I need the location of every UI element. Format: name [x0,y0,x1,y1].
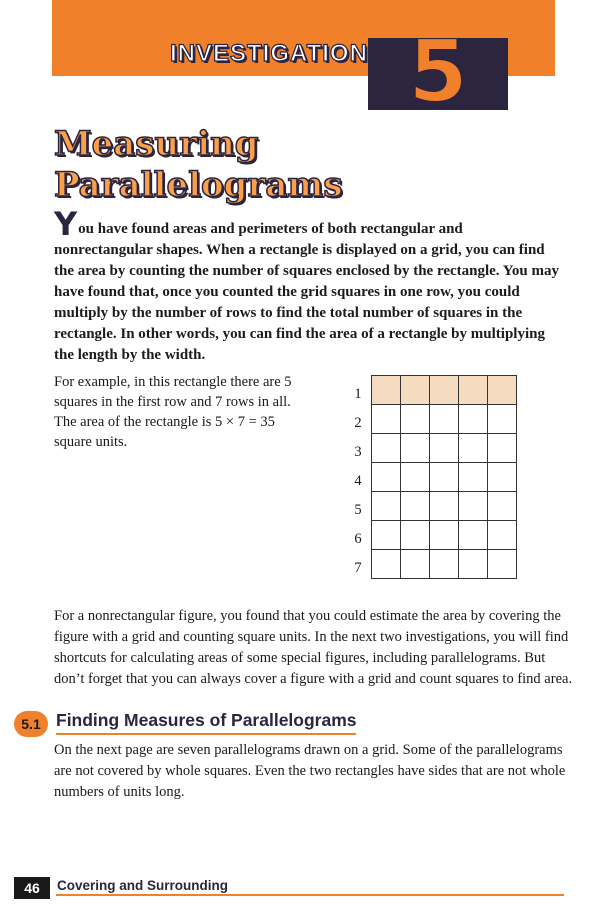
grid-cell [372,405,401,434]
grid-cell [459,492,488,521]
grid-cell [372,376,401,405]
section-number-badge: 5.1 [14,711,48,737]
rectangle-grid [371,375,517,579]
grid-cell [459,463,488,492]
grid-cell [459,434,488,463]
row-number: 1 [354,386,362,402]
drop-cap: Y [54,205,78,243]
grid-cell [430,521,459,550]
grid-cell [430,434,459,463]
row-number: 5 [354,502,362,518]
grid-cell [488,492,517,521]
grid-cell [401,434,430,463]
page-number: 46 [14,877,50,899]
title-line-2: Parallelograms [54,165,343,205]
grid-cell [401,463,430,492]
grid-cell [372,492,401,521]
grid-cell [488,376,517,405]
page-title [54,124,343,206]
grid-cell [372,550,401,579]
section-underline [56,733,356,735]
grid-cell [488,550,517,579]
grid-cell [401,521,430,550]
investigation-number [368,38,508,110]
section-title: Finding Measures of Parallelograms [56,710,357,730]
intro-text: ou have found areas and perimeters of both rectangular and nonrectangular shapes. When a rectangle is displayed on a grid, you can find the area by counting the number of squares enclosed by the rectangle. You may have found that, once you counted the grid squares in one row, you could multiply by the number of rows to find the total number of squares in the rectangle. In other words, you can find the area of a rectangle by multiplying the length by the width. [54,221,560,363]
grid-cell [430,405,459,434]
investigation-label: INVESTIGATION [170,40,368,67]
grid-cell [372,521,401,550]
grid-cell [488,463,517,492]
row-number: 6 [354,531,362,547]
grid-cell [459,550,488,579]
grid-cell [459,376,488,405]
intro-paragraph [54,205,564,366]
grid-cell [430,463,459,492]
row-number: 4 [354,473,362,489]
title-line-1: Measuring [54,124,259,164]
section-paragraph: On the next page are seven parallelograms drawn on a grid. Some of the parallelograms are not covered by whole squares. Even the two rectangles have sides that are not whole numbers of units long. [54,742,566,800]
grid-cell [401,550,430,579]
grid-cell [488,405,517,434]
grid-cell [430,492,459,521]
example-paragraph: For example, in this rectangle there are 5 squares in the first row and 7 rows in all. The area of the rectangle is 5 × 7 = 35 square units. [54,374,292,450]
row-number: 2 [354,415,362,431]
investigation-number-text: 5 [408,38,468,110]
paragraph-nonrectangular: For a nonrectangular figure, you found that you could estimate the area by covering the figure with a grid and counting square units. In the next two investigations, you will find shortcuts for calculating areas of some special figures, including parallelograms. But don’t forget that you can always cover a figure with a grid and count squares to find area. [54,608,573,687]
footer-book-title: Covering and Surrounding [57,878,228,893]
grid-cell [430,376,459,405]
grid-cell [401,405,430,434]
grid-cell [401,492,430,521]
grid-cell [372,434,401,463]
grid-cell [372,463,401,492]
row-number: 3 [354,444,362,460]
grid-cell [430,550,459,579]
grid-cell [488,521,517,550]
grid-cell [459,405,488,434]
grid-cell [488,434,517,463]
footer-rule [56,894,564,896]
grid-cell [459,521,488,550]
grid-cell [401,376,430,405]
row-number: 7 [354,560,362,576]
